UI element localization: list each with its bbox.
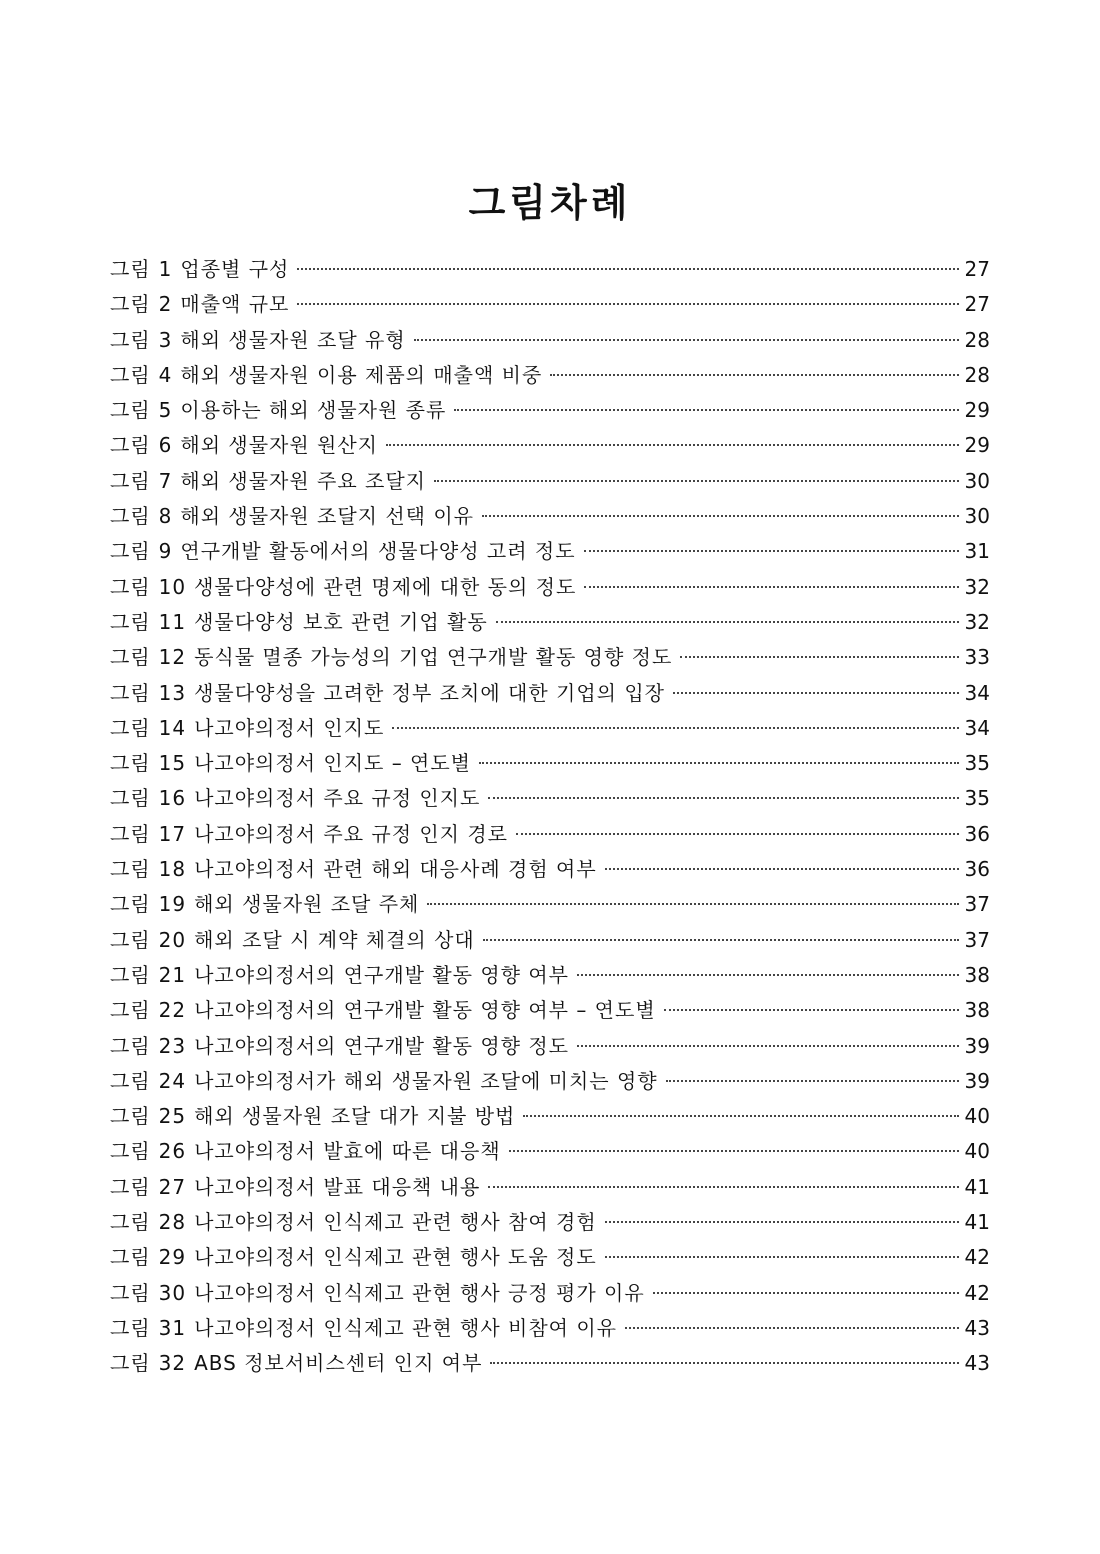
figure-page-number: 29 <box>964 398 990 423</box>
figure-prefix: 그림 <box>110 609 151 634</box>
figure-prefix: 그림 <box>110 574 151 599</box>
figure-prefix: 그림 <box>110 1033 151 1058</box>
figure-caption: 나고야의정서의 연구개발 활동 영향 정도 <box>194 1033 569 1058</box>
figure-page-number: 33 <box>964 645 990 670</box>
figure-prefix: 그림 <box>110 327 151 352</box>
figure-prefix: 그림 <box>110 539 151 564</box>
figure-number: 11 <box>158 609 187 634</box>
figure-entry-label <box>110 464 426 499</box>
figure-prefix: 그림 <box>110 1351 151 1376</box>
figure-entry-label <box>110 781 480 816</box>
figure-number: 10 <box>158 574 187 599</box>
figure-entry[interactable] <box>110 746 990 781</box>
figure-prefix: 그림 <box>110 786 151 811</box>
figure-entry-label <box>110 358 542 393</box>
dot-leader <box>605 868 959 870</box>
figure-page-number: 34 <box>964 680 990 705</box>
figure-entry[interactable] <box>110 1205 990 1240</box>
figure-entry-label <box>110 676 665 711</box>
figure-number: 20 <box>158 927 187 952</box>
dot-leader <box>488 797 958 799</box>
figure-entry[interactable] <box>110 1311 990 1346</box>
figure-page-number: 38 <box>964 998 990 1023</box>
figure-page-number: 31 <box>964 539 990 564</box>
figure-prefix: 그림 <box>110 892 151 917</box>
figure-entry[interactable] <box>110 1029 990 1064</box>
figure-entry-label <box>110 323 406 358</box>
figure-entry[interactable] <box>110 1134 990 1169</box>
dot-leader <box>414 339 959 341</box>
figure-prefix: 그림 <box>110 821 151 846</box>
figure-entry[interactable] <box>110 323 990 358</box>
figure-caption: 나고야의정서의 연구개발 활동 영향 여부 <box>194 962 569 987</box>
figure-page-number: 36 <box>964 857 990 882</box>
dot-leader <box>482 515 959 517</box>
figure-page-number: 42 <box>964 1280 990 1305</box>
figure-entry-label <box>110 1170 480 1205</box>
figure-page-number: 35 <box>964 751 990 776</box>
figure-list <box>110 252 990 1382</box>
figure-entry-label <box>110 640 672 675</box>
dot-leader <box>454 409 958 411</box>
dot-leader <box>392 727 958 729</box>
figure-entry[interactable] <box>110 605 990 640</box>
figure-entry[interactable] <box>110 1064 990 1099</box>
dot-leader <box>625 1327 959 1329</box>
dot-leader <box>550 374 958 376</box>
figure-entry[interactable] <box>110 817 990 852</box>
figure-page-number: 32 <box>964 574 990 599</box>
figure-entry[interactable] <box>110 252 990 287</box>
figure-caption: 해외 조달 시 계약 체결의 상대 <box>194 927 475 952</box>
figure-number: 15 <box>158 751 187 776</box>
dot-leader <box>516 833 959 835</box>
figure-entry-label <box>110 852 597 887</box>
figure-entry[interactable] <box>110 428 990 463</box>
figure-caption: 나고야의정서가 해외 생물자원 조달에 미치는 영향 <box>194 1068 658 1093</box>
figure-caption: 나고야의정서 발효에 따른 대응책 <box>194 1139 501 1164</box>
figure-page-number: 35 <box>964 786 990 811</box>
dot-leader <box>673 692 959 694</box>
figure-entry[interactable] <box>110 1099 990 1134</box>
figure-entry[interactable] <box>110 993 990 1028</box>
figure-page-number: 28 <box>964 362 990 387</box>
dot-leader <box>496 621 959 623</box>
figure-prefix: 그림 <box>110 1068 151 1093</box>
figure-page-number: 27 <box>964 292 990 317</box>
dot-leader <box>605 1256 959 1258</box>
figure-entry[interactable] <box>110 358 990 393</box>
figure-prefix: 그림 <box>110 645 151 670</box>
figure-caption: 나고야의정서 인식제고 관현 행사 비참여 이유 <box>194 1315 617 1340</box>
figure-prefix: 그림 <box>110 1315 151 1340</box>
figure-prefix: 그림 <box>110 292 151 317</box>
figure-entry[interactable] <box>110 464 990 499</box>
figure-entry[interactable] <box>110 287 990 322</box>
figure-caption: 업종별 구성 <box>180 257 290 281</box>
figure-number: 24 <box>158 1068 187 1093</box>
figure-number: 5 <box>158 398 173 423</box>
figure-page-number: 37 <box>964 927 990 952</box>
figure-page-number: 28 <box>964 327 990 352</box>
figure-number: 8 <box>158 504 173 529</box>
figure-caption: 해외 생물자원 원산지 <box>180 433 378 458</box>
dot-leader <box>488 1186 958 1188</box>
figure-number: 3 <box>158 327 173 352</box>
figure-entry-label <box>110 428 378 463</box>
figure-prefix: 그림 <box>110 1104 151 1129</box>
figure-entry-label <box>110 1064 658 1099</box>
figure-entry-label <box>110 993 656 1028</box>
figure-entry[interactable] <box>110 393 990 428</box>
figure-caption: ABS 정보서비스센터 인지 여부 <box>194 1351 483 1376</box>
figure-caption: 해외 생물자원 조달 대가 지불 방법 <box>194 1104 516 1129</box>
figure-number: 29 <box>158 1245 187 1270</box>
figure-entry-label <box>110 393 446 428</box>
figure-entry[interactable] <box>110 781 990 816</box>
dot-leader <box>523 1115 958 1117</box>
figure-prefix: 그림 <box>110 1210 151 1235</box>
figure-number: 7 <box>158 468 173 493</box>
figure-entry[interactable] <box>110 534 990 569</box>
figure-number: 16 <box>158 786 187 811</box>
dot-leader <box>664 1009 959 1011</box>
figure-caption: 이용하는 해외 생물자원 종류 <box>180 398 447 423</box>
figure-caption: 나고야의정서 인식제고 관련 행사 참여 경험 <box>194 1210 597 1235</box>
figure-entry-label <box>110 711 384 746</box>
figure-page-number: 34 <box>964 715 990 740</box>
dot-leader <box>427 903 958 905</box>
figure-number: 19 <box>158 892 187 917</box>
figure-prefix: 그림 <box>110 433 151 458</box>
dot-leader <box>386 444 959 446</box>
figure-entry-label <box>110 499 474 534</box>
figure-number: 12 <box>158 645 187 670</box>
figure-page-number: 43 <box>964 1315 990 1340</box>
figure-caption: 나고야의정서 인지도 – 연도별 <box>194 751 472 776</box>
figure-entry-label <box>110 287 289 322</box>
figure-number: 1 <box>158 257 173 281</box>
figure-entry-label <box>110 534 576 569</box>
figure-prefix: 그림 <box>110 962 151 987</box>
figure-caption: 생물다양성 보호 관련 기업 활동 <box>194 609 488 634</box>
figure-number: 23 <box>158 1033 187 1058</box>
figure-entry[interactable] <box>110 570 990 605</box>
figure-caption: 나고야의정서 주요 규정 인지도 <box>194 786 481 811</box>
figure-caption: 해외 생물자원 조달지 선택 이유 <box>180 504 474 529</box>
figure-prefix: 그림 <box>110 927 151 952</box>
dot-leader <box>297 303 958 305</box>
dot-leader <box>577 974 959 976</box>
dot-leader <box>434 480 959 482</box>
figure-number: 25 <box>158 1104 187 1129</box>
dot-leader <box>297 268 958 270</box>
figure-entry-label <box>110 1276 645 1311</box>
figure-entry[interactable] <box>110 1240 990 1275</box>
figure-number: 30 <box>158 1280 187 1305</box>
dot-leader <box>584 550 959 552</box>
figure-prefix: 그림 <box>110 998 151 1023</box>
figure-entry-label <box>110 1205 597 1240</box>
figure-entry-label <box>110 1346 482 1381</box>
figure-entry-label <box>110 923 475 958</box>
figure-entry[interactable] <box>110 711 990 746</box>
figure-number: 21 <box>158 962 187 987</box>
figure-prefix: 그림 <box>110 680 151 705</box>
figure-number: 31 <box>158 1315 187 1340</box>
figure-number: 18 <box>158 857 187 882</box>
figure-caption: 나고야의정서 인지도 <box>194 715 385 740</box>
figure-entry-label <box>110 887 419 922</box>
figure-entry-label <box>110 817 508 852</box>
figure-entry-label <box>110 1240 597 1275</box>
figure-entry[interactable] <box>110 1276 990 1311</box>
figure-caption: 해외 생물자원 조달 유형 <box>180 327 406 352</box>
figure-entry[interactable] <box>110 640 990 675</box>
figure-number: 6 <box>158 433 173 458</box>
figure-page-number: 29 <box>964 433 990 458</box>
figure-prefix: 그림 <box>110 857 151 882</box>
figure-caption: 해외 생물자원 조달 주체 <box>194 892 420 917</box>
dot-leader <box>680 656 958 658</box>
figure-number: 2 <box>158 292 173 317</box>
dot-leader <box>584 586 958 588</box>
figure-entry[interactable] <box>110 887 990 922</box>
figure-entry[interactable] <box>110 1346 990 1381</box>
figure-number: 32 <box>158 1351 187 1376</box>
figure-entry-label <box>110 1029 569 1064</box>
figure-prefix: 그림 <box>110 257 151 281</box>
figure-entry-label <box>110 605 488 640</box>
dot-leader <box>509 1150 959 1152</box>
figure-number: 14 <box>158 715 187 740</box>
figure-prefix: 그림 <box>110 398 151 423</box>
figure-entry[interactable] <box>110 852 990 887</box>
figure-page-number: 30 <box>964 468 990 493</box>
dot-leader <box>577 1045 959 1047</box>
figure-caption: 해외 생물자원 주요 조달지 <box>180 468 426 493</box>
figure-caption: 생물다양성에 관련 명제에 대한 동의 정도 <box>194 574 577 599</box>
figure-prefix: 그림 <box>110 1139 151 1164</box>
figure-prefix: 그림 <box>110 468 151 493</box>
figure-page-number: 41 <box>964 1210 990 1235</box>
figure-number: 9 <box>158 539 173 564</box>
figure-page-number: 39 <box>964 1068 990 1093</box>
dot-leader <box>653 1292 959 1294</box>
figure-page-number: 37 <box>964 892 990 917</box>
page-title: 그림차례 <box>468 180 632 226</box>
figure-entry-label <box>110 252 289 287</box>
figure-caption: 해외 생물자원 이용 제품의 매출액 비중 <box>180 362 543 387</box>
figure-prefix: 그림 <box>110 715 151 740</box>
figure-page-number: 38 <box>964 962 990 987</box>
figure-page-number: 27 <box>964 257 990 281</box>
figure-prefix: 그림 <box>110 1280 151 1305</box>
figure-prefix: 그림 <box>110 1174 151 1199</box>
dot-leader <box>490 1362 958 1364</box>
figure-caption: 나고야의정서 인식제고 관현 행사 도움 정도 <box>194 1245 597 1270</box>
figure-number: 28 <box>158 1210 187 1235</box>
figure-caption: 동식물 멸종 가능성의 기업 연구개발 활동 영향 정도 <box>194 645 673 670</box>
figure-prefix: 그림 <box>110 1245 151 1270</box>
figure-caption: 매출액 규모 <box>180 292 290 317</box>
figure-prefix: 그림 <box>110 362 151 387</box>
figure-caption: 나고야의정서의 연구개발 활동 영향 여부 – 연도별 <box>194 998 656 1023</box>
figure-page-number: 40 <box>964 1104 990 1129</box>
figure-page-number: 42 <box>964 1245 990 1270</box>
figure-caption: 연구개발 활동에서의 생물다양성 고려 정도 <box>180 539 576 564</box>
figure-number: 17 <box>158 821 187 846</box>
figure-page-number: 36 <box>964 821 990 846</box>
figure-page-number: 43 <box>964 1351 990 1376</box>
dot-leader <box>605 1221 959 1223</box>
figure-prefix: 그림 <box>110 751 151 776</box>
figure-entry-label <box>110 1134 501 1169</box>
figure-number: 4 <box>158 362 173 387</box>
dot-leader <box>666 1080 959 1082</box>
figure-number: 22 <box>158 998 187 1023</box>
figure-page-number: 30 <box>964 504 990 529</box>
dot-leader <box>483 939 959 941</box>
figure-entry[interactable] <box>110 499 990 534</box>
figure-caption: 나고야의정서 발표 대응책 내용 <box>194 1174 481 1199</box>
figure-entry[interactable] <box>110 676 990 711</box>
figure-entry[interactable] <box>110 1170 990 1205</box>
figure-caption: 나고야의정서 주요 규정 인지 경로 <box>194 821 509 846</box>
figure-entry-label <box>110 958 569 993</box>
figure-number: 26 <box>158 1139 187 1164</box>
figure-caption: 나고야의정서 인식제고 관현 행사 긍정 평가 이유 <box>194 1280 645 1305</box>
figure-prefix: 그림 <box>110 504 151 529</box>
figure-entry-label <box>110 1099 515 1134</box>
figure-page-number: 32 <box>964 609 990 634</box>
dot-leader <box>479 762 959 764</box>
figure-number: 27 <box>158 1174 187 1199</box>
figure-entry-label <box>110 1311 617 1346</box>
figure-page-number: 41 <box>964 1174 990 1199</box>
figure-entry-label <box>110 570 576 605</box>
figure-caption: 나고야의정서 관련 해외 대응사례 경험 여부 <box>194 857 597 882</box>
figure-entry[interactable] <box>110 923 990 958</box>
figure-page-number: 40 <box>964 1139 990 1164</box>
figure-number: 13 <box>158 680 187 705</box>
figure-caption: 생물다양성을 고려한 정부 조치에 대한 기업의 입장 <box>194 680 665 705</box>
figure-page-number: 39 <box>964 1033 990 1058</box>
figure-entry[interactable] <box>110 958 990 993</box>
figure-entry-label <box>110 746 471 781</box>
